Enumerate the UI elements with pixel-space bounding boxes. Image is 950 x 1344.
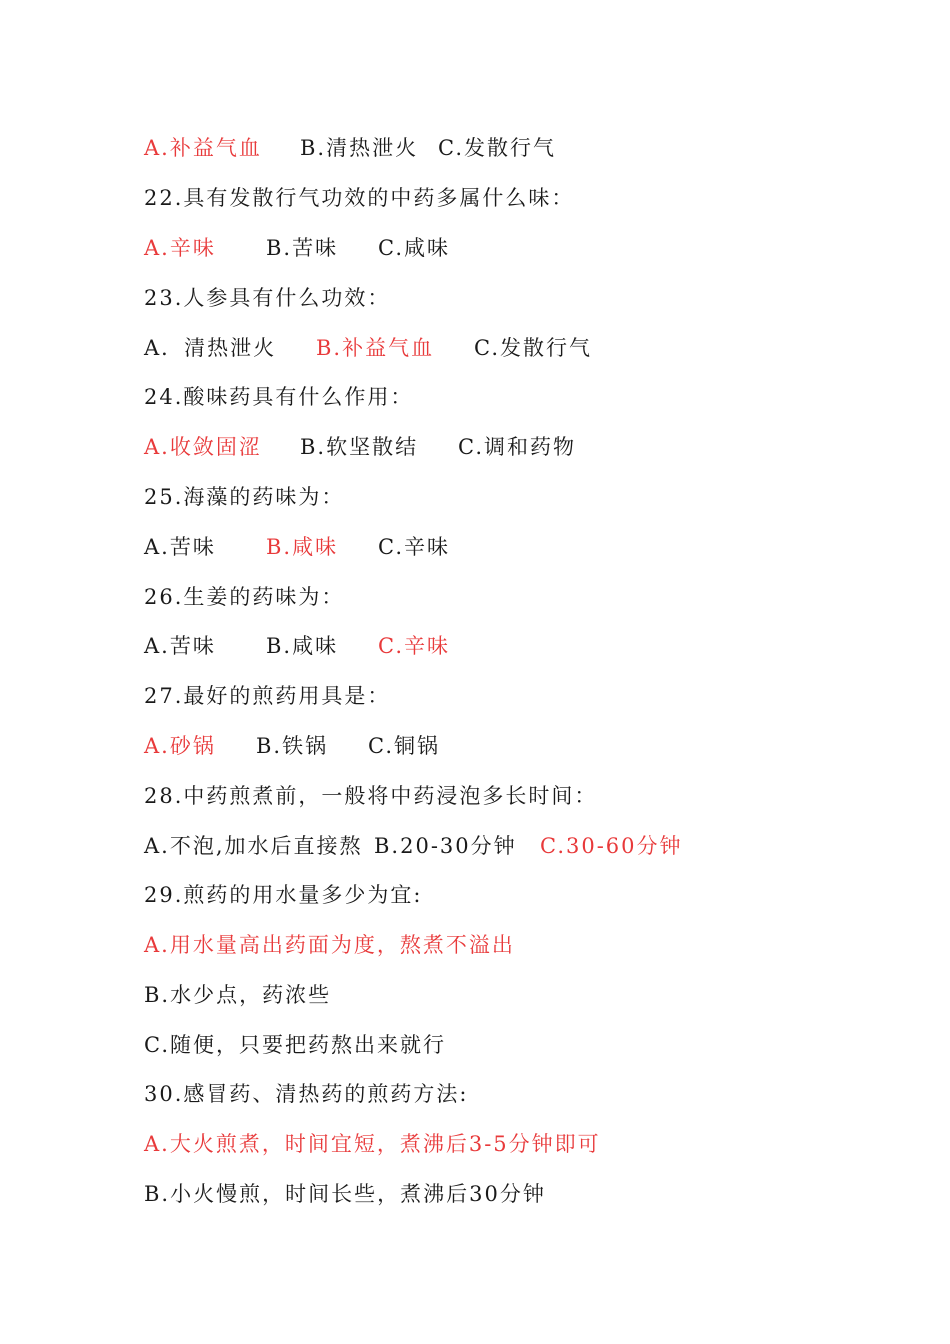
option-a: A.苦味 <box>144 634 216 658</box>
option-c: C.30-60分钟 <box>540 834 683 858</box>
question-22: 22.具有发散行气功效的中药多属什么味： <box>144 186 575 210</box>
answer-option: C.随便，只要把药熬出来就行 <box>144 1033 446 1057</box>
answer-option: B.水少点，药浓些 <box>144 983 332 1007</box>
option-b: B.补益气血 <box>316 336 435 360</box>
question-29: 29.煎药的用水量多少为宜: <box>144 883 423 907</box>
option-c: C.辛味 <box>378 535 450 559</box>
answer-option: B.小火慢煎，时间长些，煮沸后30分钟 <box>144 1182 546 1206</box>
question-24: 24.酸味药具有什么作用： <box>144 385 414 409</box>
option-b: B.清热泄火 <box>300 136 419 160</box>
option-a: A.砂锅 <box>144 734 216 758</box>
question-26: 26.生姜的药味为： <box>144 585 345 609</box>
option-c: C.发散行气 <box>474 336 592 360</box>
option-b: B.20-30分钟 <box>374 834 517 858</box>
question-23: 23.人参具有什么功效： <box>144 286 391 310</box>
option-b: B.咸味 <box>266 535 339 559</box>
option-c: C.发散行气 <box>438 136 556 160</box>
option-b: B.咸味 <box>266 634 339 658</box>
question-28: 28.中药煎煮前，一般将中药浸泡多长时间： <box>144 784 598 808</box>
option-a: A．清热泄火 <box>144 336 277 360</box>
option-c: C.铜锅 <box>368 734 440 758</box>
question-27: 27.最好的煎药用具是： <box>144 684 391 708</box>
answer-option: A.用水量高出药面为度，熬煮不溢出 <box>144 933 515 957</box>
option-b: B.软坚散结 <box>300 435 419 459</box>
option-b: B.苦味 <box>266 236 339 260</box>
option-a: A.收敛固涩 <box>144 435 262 459</box>
option-b: B.铁锅 <box>256 734 329 758</box>
option-a: A.补益气血 <box>144 136 262 160</box>
option-a: A.辛味 <box>144 236 216 260</box>
option-c: C.咸味 <box>378 236 450 260</box>
question-30: 30.感冒药、清热药的煎药方法: <box>144 1082 469 1106</box>
option-c: C.调和药物 <box>458 435 576 459</box>
option-a: A.不泡,加水后直接熬 <box>144 834 363 858</box>
option-a: A.苦味 <box>144 535 216 559</box>
question-25: 25.海藻的药味为： <box>144 485 345 509</box>
option-c: C.辛味 <box>378 634 450 658</box>
answer-option: A.大火煎煮，时间宜短，煮沸后3-5分钟即可 <box>144 1132 601 1156</box>
